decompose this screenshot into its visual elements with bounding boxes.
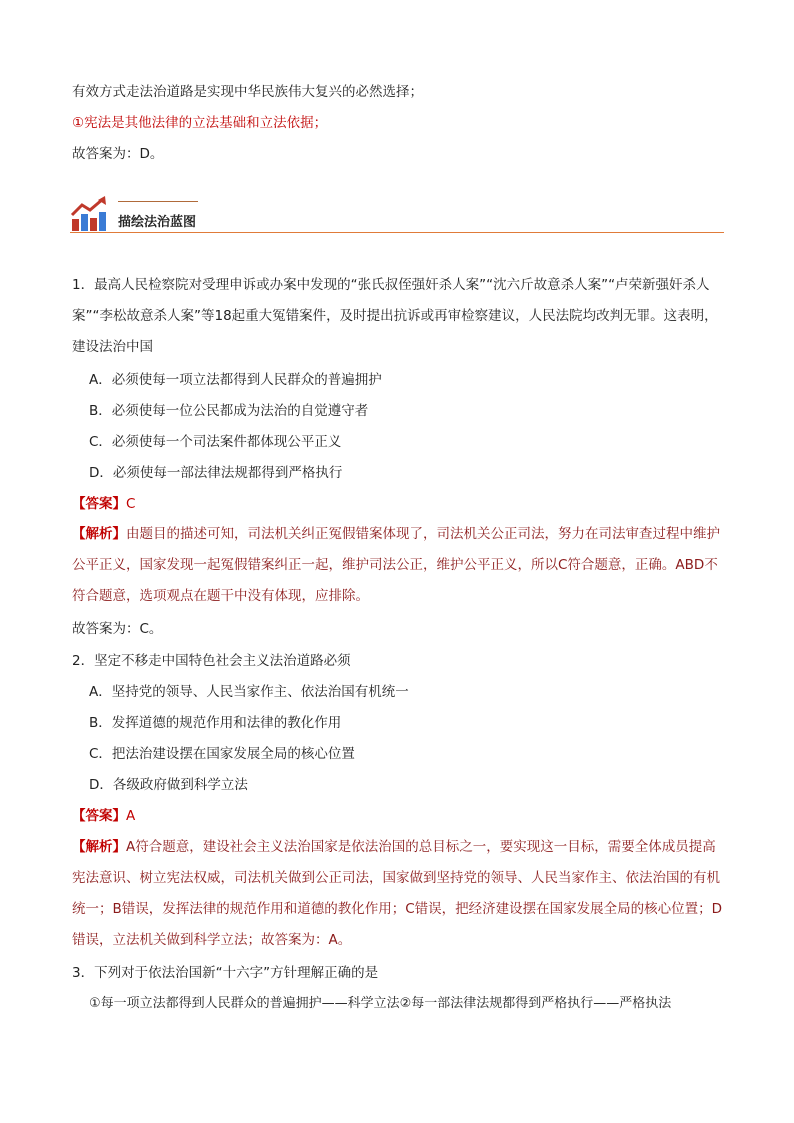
- q2-analysis-text: A符合题意，建设社会主义法治国家是依法治国的总目标之一，要实现这一目标，需要全体成员提高宪法意识、树立宪法权威，司法机关做到公正司法，国家做到坚持党的领导、人民当家作主、依法治国的有机统一；B错误，发挥法律的规范作用和道德的教化作用；C错误，把经济建设摆在国家发展全局的核心位置；D错误，立法机关做到科学立法；故答案为：A。: [72, 839, 723, 948]
- q1-option-a: A．必须使每一项立法都得到人民群众的普遍拥护: [89, 372, 382, 388]
- section-title: 描绘法治蓝图: [118, 215, 197, 230]
- top-line-1: 有效方式走法治道路是实现中华民族伟大复兴的必然选择；: [72, 84, 423, 100]
- q1-option-c: C．必须使每一个司法案件都体现公平正义: [89, 434, 342, 450]
- section-divider: [70, 232, 724, 234]
- section-topline: [118, 201, 198, 202]
- analysis-tag: 【解析】: [72, 839, 126, 855]
- q1-conclusion: 故答案为：C。: [72, 621, 163, 637]
- q2-option-d: D．各级政府做到科学立法: [89, 777, 248, 793]
- q3-stem: 3．下列对于依法治国新“十六字”方针理解正确的是: [72, 965, 379, 981]
- q2-option-b: B．发挥道德的规范作用和法律的教化作用: [89, 715, 342, 731]
- q1-option-b: B．必须使每一位公民都成为法治的自觉遵守者: [89, 403, 369, 419]
- section-header: [70, 195, 724, 239]
- q1-analysis-text: 由题目的描述可知，司法机关纠正冤假错案体现了，司法机关公正司法，努力在司法审查过程中维护公平正义，国家发现一起冤假错案纠正一起，维护司法公正，维护公平正义，所以C符合题意，正确。ABD不符合题意，选项观点在题干中没有体现，应排除。: [72, 526, 720, 604]
- q1-option-d: D．必须使每一部法律法规都得到严格执行: [89, 465, 343, 481]
- answer-tag: 【答案】: [72, 496, 126, 512]
- analysis-tag: 【解析】: [72, 526, 126, 542]
- top-line-3: 故答案为：D。: [72, 146, 164, 162]
- top-line-2: ①宪法是其他法律的立法基础和立法依据；: [72, 115, 328, 131]
- q2-option-c: C．把法治建设摆在国家发展全局的核心位置: [89, 746, 355, 762]
- q2-option-a: A．坚持党的领导、人民当家作主、依法治国有机统一: [89, 684, 409, 700]
- q2-answer-line: [72, 806, 135, 826]
- answer-tag: 【答案】: [72, 808, 126, 824]
- q3-statement-line: ①每一项立法都得到人民群众的普遍拥护——科学立法②每一部法律法规都得到严格执行——严格执法: [89, 996, 672, 1011]
- q1-answer-line: [72, 494, 135, 514]
- q2-stem: 2．坚定不移走中国特色社会主义法治道路必须: [72, 653, 351, 669]
- q2-analysis: [72, 832, 724, 956]
- q2-answer: A: [126, 808, 136, 824]
- q1-answer: C: [126, 496, 136, 512]
- chart-arrow-icon: [70, 195, 110, 233]
- q1-stem: 1．最高人民检察院对受理申诉或办案中发现的“张氏叔侄强奸杀人案”“沈六斤故意杀人案”“卢荣新强奸杀人案”“李松故意杀人案”等18起重大冤错案件，及时提出抗诉或再审检察建议，人民法院均改判无罪。这表明，建设法治中国: [72, 277, 718, 355]
- q1-analysis: [72, 519, 724, 612]
